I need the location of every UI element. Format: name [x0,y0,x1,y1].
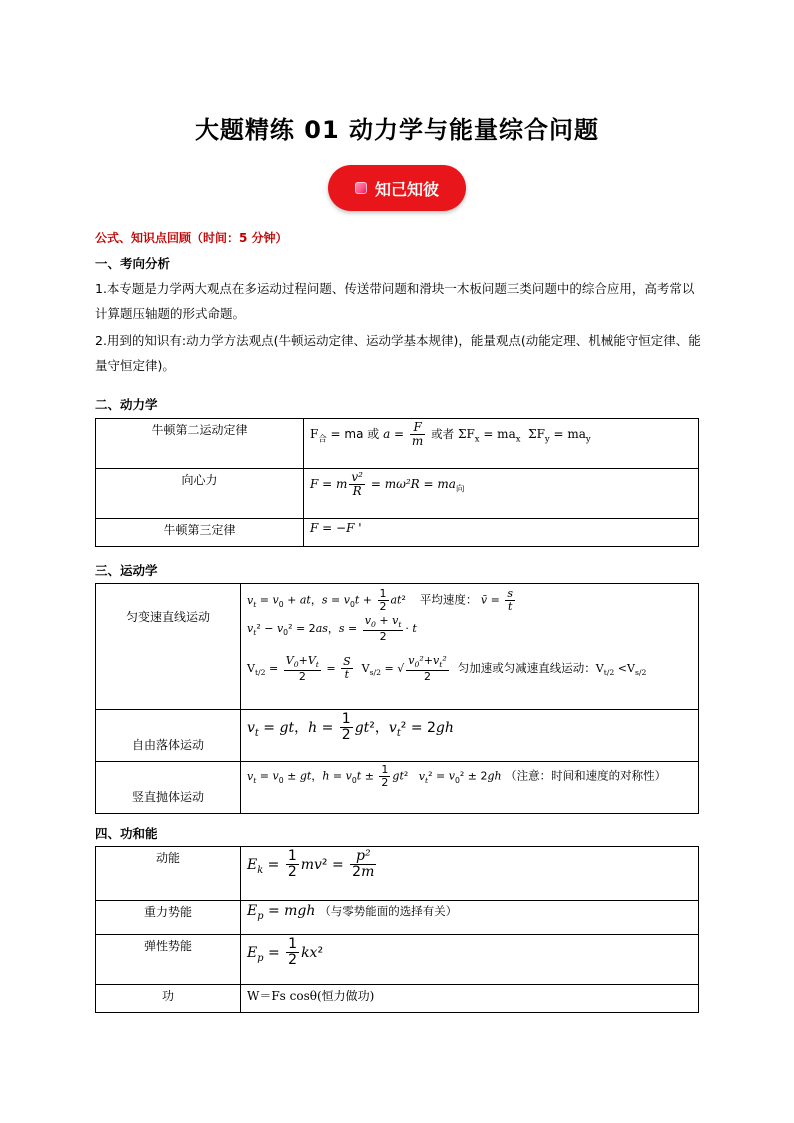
table-row [96,935,699,985]
row-label: 自由落体运动 [96,710,241,762]
analysis-paragraph-2: 2.用到的知识有:动力学方法观点(牛顿运动定律、运动学基本规律)，能量观点(动能定理、机械能守恒定律、能量守恒定律)。 [95,333,701,373]
formula-uniform-accel: $v_t = v_0$ + at，$s = v_0t$ + $\frac{1}{2}$ at² 平均速度： v̄ = $\frac{s}{t}$ $v_t^2 - v_0^2 = 2as$，s = $\frac{v_0 + v_t}{2}$ · t $V_{t/2}$ = $\frac{V_0+V_t}{2}$ = $\frac{S}{t}$ $V_{s/2}$ = √ $\frac{v_0^2+v_t^2}{2}$ 匀加速或匀减速直线运动：$V_{t/2} <V_{s/2}$ [241,584,699,710]
section-heading-dynamics: 二、动力学 [95,397,158,412]
section-heading-analysis: 一、考向分析 [95,256,171,271]
formula-gravity-pe: $E_p$ = mgh （与零势能面的选择有关） [241,901,699,935]
table-row [96,985,699,1013]
dynamics-table [95,418,699,547]
row-label: 重力势能 [96,901,241,935]
kinematics-table [95,583,699,814]
table-row [96,469,699,519]
formula-kinetic-energy: $E_k$ = $\frac{1}{2}$ mv² = $\frac{\text{p²}}{2m}$ [241,847,699,901]
formula-elastic-pe: $E_p$ = $\frac{1}{2}$ kx² [241,935,699,985]
table-row [96,710,699,762]
page-title: 大题精练 01 动力学与能量综合问题 [194,116,600,144]
table-row [96,419,699,469]
row-label: 向心力 [96,469,304,519]
row-label: 弹性势能 [96,935,241,985]
analysis-paragraph-1: 1.本专题是力学两大观点在多运动过程问题、传送带问题和滑块一木板问题三类问题中的综合应用，高考常以计算题压轴题的形式命题。 [95,281,695,321]
formula-work: W＝Fs cosθ(恒力做功) [241,985,699,1013]
row-label: 匀变速直线运动 [96,584,241,710]
formula-newton3: F = −F ' [304,519,699,547]
row-label: 动能 [96,847,241,901]
section-heading-kinematics: 三、运动学 [95,563,158,578]
row-label: 功 [96,985,241,1013]
section-heading-work-energy: 四、功和能 [95,826,158,841]
table-row [96,519,699,547]
table-row [96,584,699,710]
row-label: 竖直抛体运动 [96,762,241,814]
review-heading: 公式、知识点回顾（时间：5 分钟） [95,231,288,245]
table-row [96,847,699,901]
sparkle-square-icon [355,182,367,194]
row-label: 牛顿第三定律 [96,519,304,547]
formula-newton2: $F_合$ = ma 或 a = $\frac{F}{m}$ 或者 $\Sigma F_x = ma_x$ $\Sigma F_y = ma_y$ [304,419,699,469]
table-row [96,901,699,935]
section-badge [328,165,466,211]
formula-vertical-throw: $v_t = v_0$ ± gt，$h = v_0t$ ± $\frac{1}{2}$ gt² $v_t^2 = v_0^2 \pm 2gh$ （注意：时间和速度的对称性） [241,762,699,814]
formula-free-fall: $v_t$ = gt，h = $\frac{1}{2}$ gt²，$v_t^2 = 2gh$ [241,710,699,762]
formula-centripetal: F = m $\frac{\text{v²}}{R}$ = $m\omega^2R = ma_向$ [304,469,699,519]
table-row [96,762,699,814]
work-energy-table [95,846,699,1013]
badge-label: 知己知彼 [374,179,439,199]
row-label: 牛顿第二运动定律 [96,419,304,469]
